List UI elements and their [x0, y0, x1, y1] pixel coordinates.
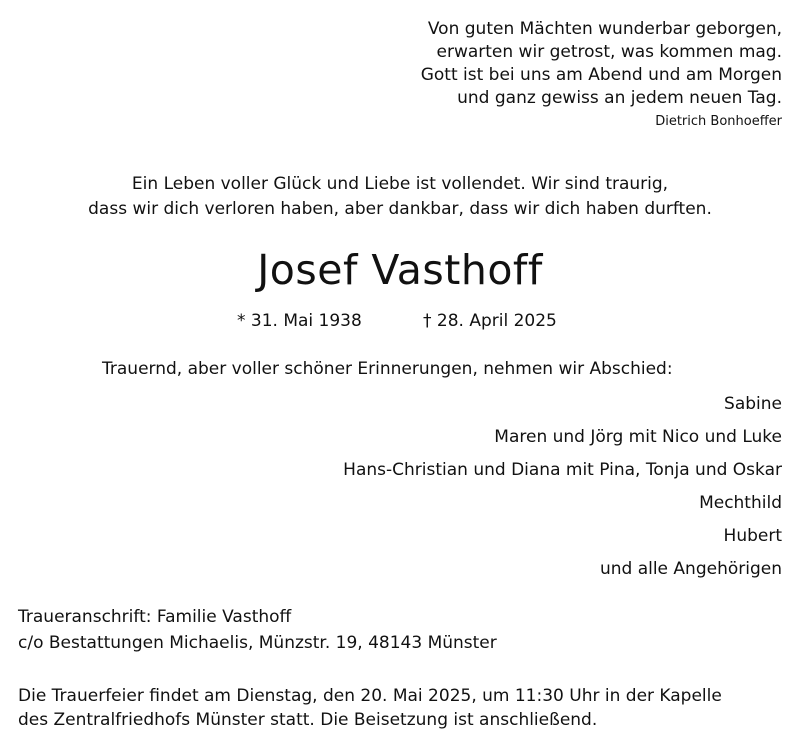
quote-line: Gott ist bei uns am Abend und am Morgen [420, 65, 782, 85]
address-line: Traueranschrift: Familie Vasthoff [18, 607, 292, 627]
birth-date: * 31. Mai 1938 [237, 311, 362, 331]
quote-line: und ganz gewiss an jedem neuen Tag. [457, 88, 782, 108]
mourners-list [343, 388, 782, 586]
funeral-info [18, 684, 722, 732]
quote-author: Dietrich Bonhoeffer [655, 114, 782, 129]
mourner-entry: Sabine [724, 394, 782, 414]
intro-line: Ein Leben voller Glück und Liebe ist vollendet. Wir sind traurig, [131, 174, 669, 194]
farewell-text: Trauernd, aber voller schöner Erinnerungen, nehmen wir Abschied: [102, 359, 673, 379]
quote-block [421, 18, 782, 132]
mourner-entry: und alle Angehörigen [599, 559, 782, 579]
funeral-line: Die Trauerfeier findet am Dienstag, den 20. Mai 2025, um 11:30 Uhr in der Kapelle [18, 686, 722, 706]
deceased-name: Josef Vasthoff [257, 246, 543, 294]
quote-line: Von guten Mächten wunderbar geborgen, [427, 19, 782, 39]
death-date: † 28. April 2025 [423, 311, 557, 331]
mourner-entry: Hans-Christian und Diana mit Pina, Tonja und Oskar [343, 460, 782, 480]
mourner-entry: Hubert [723, 526, 782, 546]
mourner-entry: Maren und Jörg mit Nico und Luke [494, 427, 782, 447]
intro-text [0, 172, 800, 222]
quote-line: erwarten wir getrost, was kommen mag. [436, 42, 782, 62]
mourning-address [18, 604, 497, 656]
mourner-entry: Mechthild [699, 493, 782, 513]
intro-line: dass wir dich verloren haben, aber dankbar, dass wir dich haben durften. [88, 199, 712, 219]
funeral-line: des Zentralfriedhofs Münster statt. Die Beisetzung ist anschließend. [18, 710, 598, 730]
address-line: c/o Bestattungen Michaelis, Münzstr. 19, 48143 Münster [18, 633, 497, 653]
